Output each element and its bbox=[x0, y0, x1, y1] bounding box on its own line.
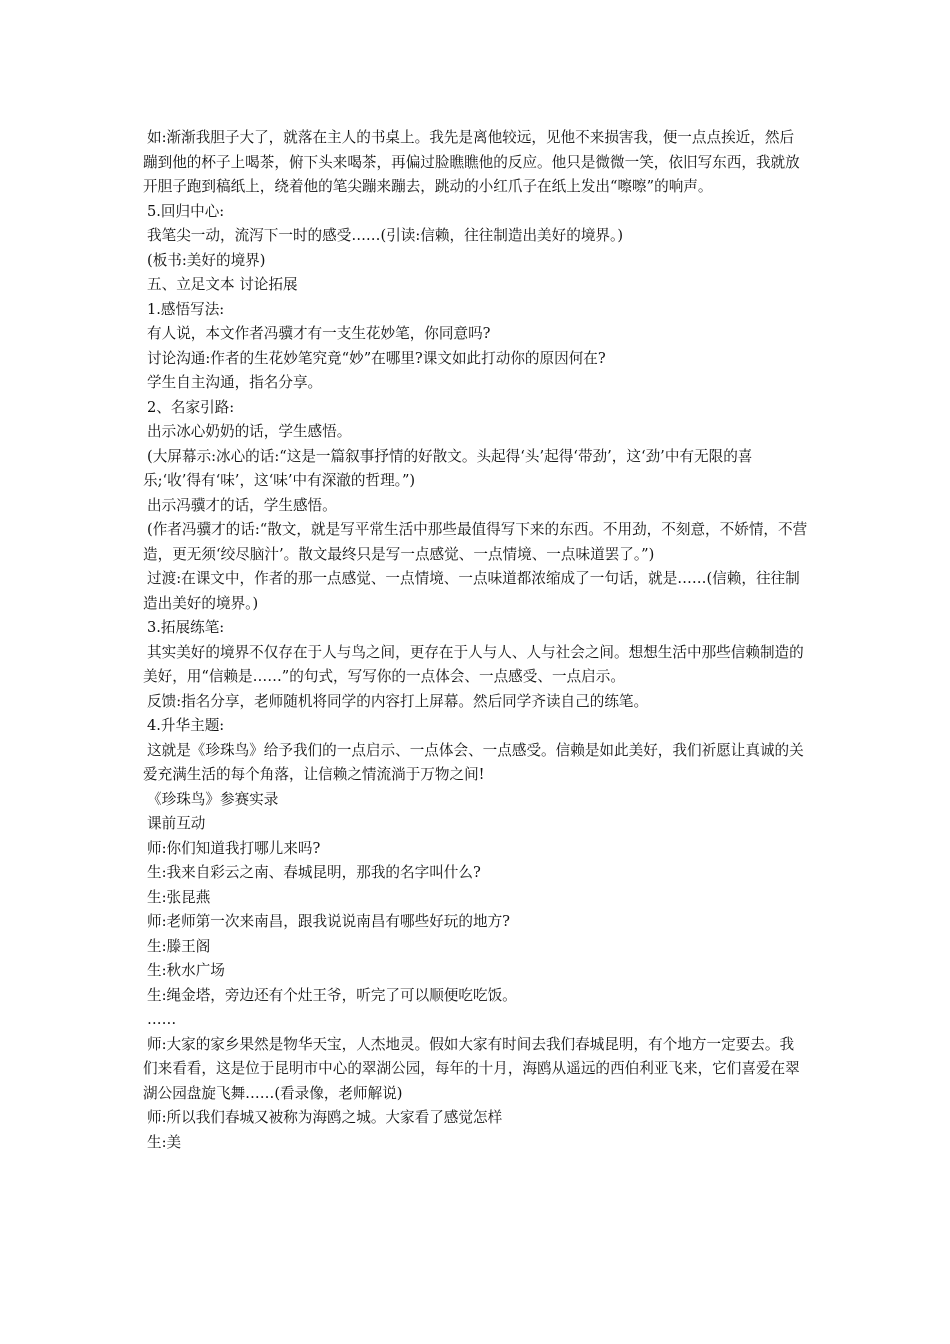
dialogue-line: 师:你们知道我打哪儿来吗? bbox=[147, 839, 321, 857]
dialogue-line: 生:张昆燕 bbox=[147, 888, 211, 906]
paragraph: 出示冰心奶奶的话，学生感悟。 bbox=[147, 423, 352, 440]
paragraph: 其实美好的境界不仅存在于人与鸟之间，更存在于人与人、人与社会之间。想想生活中那些信赖制造的美好，用“信赖是……”的句式，写写你的一点体会、一点感受、一点启示。 bbox=[143, 643, 804, 685]
paragraph: 5.回归中心: bbox=[147, 202, 225, 220]
paragraph: 4.升华主题: bbox=[147, 717, 225, 734]
paragraph: 课前互动 bbox=[147, 815, 206, 832]
paragraph: 讨论沟通:作者的生花妙笔究竟“妙”在哪里?课文如此打动你的原因何在? bbox=[147, 349, 606, 367]
paragraph: 出示冯骥才的话，学生感悟。 bbox=[147, 496, 337, 514]
dialogue-line: 师:所以我们春城又被称为海鸥之城。大家看了感觉怎样 bbox=[147, 1109, 503, 1126]
paragraph: 1.感悟写法: bbox=[147, 300, 225, 318]
paragraph: (大屏幕示:冰心的话:“这是一篇叙事抒情的好散文。头起得‘头’起得‘带劲’，这‘劲’中有无限的喜乐;‘收’得有‘味’，这‘味’中有深澈的哲理。”) bbox=[143, 447, 753, 489]
paragraph: 这就是《珍珠鸟》给予我们的一点启示、一点体会、一点感受。信赖是如此美好，我们祈愿让真诚的关爱充满生活的每个角落，让信赖之情流淌于万物之间! bbox=[143, 741, 804, 783]
dialogue-line: 生:秋水广场 bbox=[147, 962, 225, 979]
dialogue-line: 生:滕王阁 bbox=[147, 937, 211, 955]
section-heading: 《珍珠鸟》参赛实录 bbox=[147, 790, 279, 808]
paragraph: 学生自主沟通，指名分享。 bbox=[147, 374, 323, 391]
dialogue-line: 师:老师第一次来南昌，跟我说说南昌有哪些好玩的地方? bbox=[147, 913, 510, 930]
dialogue-line: 师:大家的家乡果然是物华天宝，人杰地灵。假如大家有时间去我们春城昆明，有个地方一定要去。我们来看看，这是位于昆明市中心的翠湖公园，每年的十月，海鸥从遥远的西伯利亚飞来，它们喜爱在翠湖公园盘旋飞舞……(看录像，老师解说) bbox=[143, 1035, 800, 1102]
paragraph: 2、名家引路: bbox=[147, 398, 235, 416]
paragraph: 如:渐渐我胆子大了，就落在主人的书桌上。我先是离他较远，见他不来损害我，便一点点挨近，然后蹦到他的杯子上喝茶，俯下头来喝茶，再偏过脸瞧瞧他的反应。他只是微微一笑，依旧写东西，我就放开胆子跑到稿纸上，绕着他的笔尖蹦来蹦去，跳动的小红爪子在纸上发出“嚓嚓”的响声。 bbox=[143, 129, 800, 195]
dialogue-line: 生:我来自彩云之南、春城昆明，那我的名字叫什么? bbox=[147, 864, 481, 881]
ellipsis-line: …… bbox=[147, 1011, 177, 1028]
dialogue-line: 生:绳金塔，旁边还有个灶王爷，听完了可以顺便吃吃饭。 bbox=[147, 986, 517, 1004]
paragraph: 3.拓展练笔: bbox=[147, 619, 225, 636]
dialogue-line: 生:美 bbox=[147, 1133, 182, 1151]
paragraph: 我笔尖一动，流泻下一时的感受……(引读:信赖，往往制造出美好的境界。) bbox=[147, 227, 624, 244]
section-heading: 五、立足文本 讨论拓展 bbox=[147, 276, 298, 293]
document-body bbox=[143, 126, 808, 1155]
paragraph: (板书:美好的境界) bbox=[147, 251, 266, 269]
paragraph: 反馈:指名分享，老师随机将同学的内容打上屏幕。然后同学齐读自己的练笔。 bbox=[147, 692, 649, 710]
paragraph: 过渡:在课文中，作者的那一点感觉、一点情境、一点味道都浓缩成了一句话，就是……(信赖，往往制造出美好的境界。) bbox=[143, 570, 800, 612]
paragraph: (作者冯骥才的话:“散文，就是写平常生活中那些最值得写下来的东西。不用劲，不刻意，不娇情，不营造，更无须‘绞尽脑汁’。散文最终只是写一点感觉、一点情境、一点味道罢了。”) bbox=[143, 521, 808, 563]
paragraph: 有人说，本文作者冯骥才有一支生花妙笔，你同意吗? bbox=[147, 325, 491, 342]
